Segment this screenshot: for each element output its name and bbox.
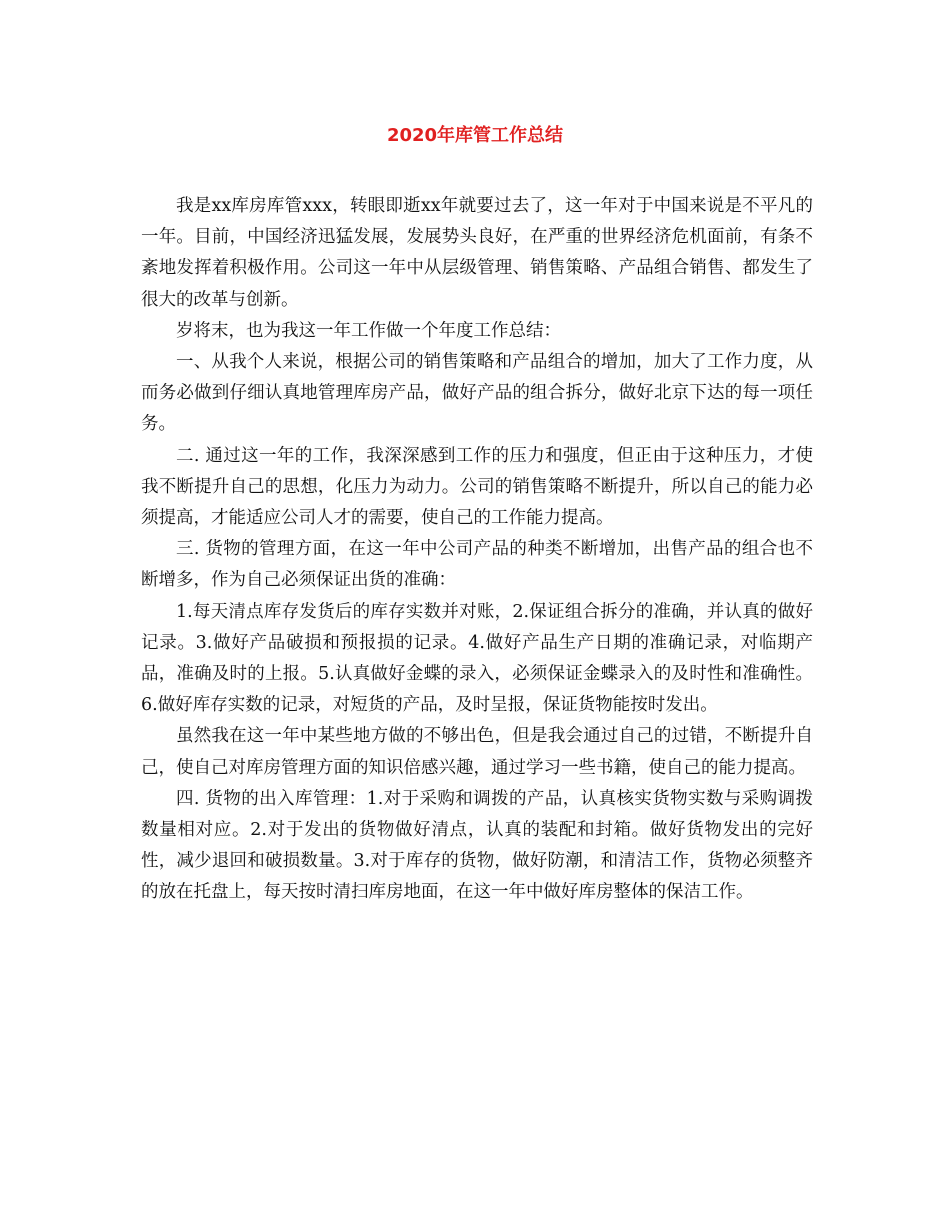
paragraph-section-four: 四. 货物的出入库管理：1.对于采购和调拨的产品，认真核实货物实数与采购调拨数量相对应。2.对于发出的货物做好清点，认真的装配和封箱。做好货物发出的完好性，减少退回和破损数量。3.对于库存的货物，做好防潮，和清洁工作，货物必须整齐的放在托盘上，每天按时清扫库房地面，在这一年中做好库房整体的保洁工作。 (141, 788, 813, 903)
paragraph-intro: 我是xx库房库管xxx，转眼即逝xx年就要过去了，这一年对于中国来说是不平凡的一年。目前，中国经济迅猛发展，发展势头良好，在严重的世界经济危机面前，有条不紊地发挥着积极作用。公司这一年中从层级管理、销售策略、产品组合销售、都发生了很大的改革与创新。 (141, 196, 813, 310)
paragraph-section-two: 二. 通过这一年的工作，我深深感到工作的压力和强度，但正由于这种压力，才使我不断提升自己的思想，化压力为动力。公司的销售策略不断提升，所以自己的能力必须提高，才能适应公司人才的需要，使自己的工作能力提高。 (141, 445, 813, 529)
paragraph-summary-lead: 岁将末，也为我这一年工作做一个年度工作总结： (176, 320, 561, 341)
paragraph-task-list: 1.每天清点库存发货后的库存实数并对账，2.保证组合拆分的准确，并认真的做好记录。3.做好产品破损和预报损的记录。4.做好产品生产日期的准确记录，对临期产品，准确及时的上报。5.认真做好金蝶的录入，必须保证金蝶录入的及时性和准确性。6.做好库存实数的记录，对短货的产品，及时呈报，保证货物能按时发出。 (141, 601, 813, 716)
paragraph-section-three: 三. 货物的管理方面，在这一年中公司产品的种类不断增加，出售产品的组合也不断增多，作为自己必须保证出货的准确： (141, 539, 813, 591)
paragraph-section-one: 一、从我个人来说，根据公司的销售策略和产品组合的增加，加大了工作力度，从而务必做到仔细认真地管理库房产品，做好产品的组合拆分，做好北京下达的每一项任务。 (141, 352, 813, 435)
paragraph-reflection: 虽然我在这一年中某些地方做的不够出色，但是我会通过自己的过错，不断提升自己，使自己对库房管理方面的知识倍感兴趣，通过学习一些书籍，使自己的能力提高。 (141, 726, 813, 778)
document-body (141, 191, 813, 909)
document-title: 2020年库管工作总结 (386, 125, 564, 146)
